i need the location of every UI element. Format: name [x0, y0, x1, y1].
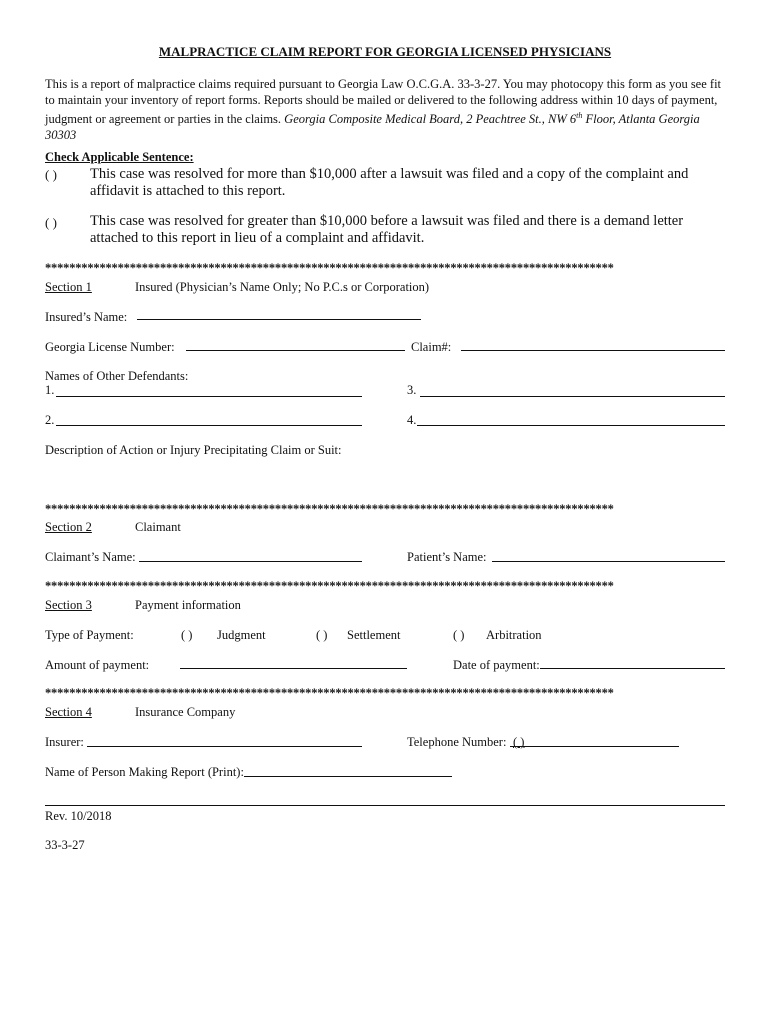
claim-number-field[interactable] — [461, 350, 725, 351]
section3-title: Payment information — [135, 598, 241, 612]
intro-text: This is a report of malpractice claims required pursuant to Georgia Law O.C.G.A. 33-3-27. You may photocopy this form as you see fit to maintain your inventory of report forms. Reports should be mailed or delivered to the following address within 10 days of payment, judgment or agreement or parties in the claims. — [45, 77, 722, 127]
board-address: Georgia Composite Medical Board, 2 Peachtree St., NW 6th Floor, Atlanta Georgia 30303 — [45, 111, 700, 143]
intro-paragraph — [45, 76, 727, 143]
defendant-2-field[interactable] — [56, 425, 362, 426]
payment-amount-label: Amount of payment: — [45, 658, 150, 672]
check-applicable-heading: Check Applicable Sentence: — [45, 150, 194, 164]
other-defendants-label: Names of Other Defendants: — [45, 369, 189, 383]
section-divider: ********************************************************************************************** — [45, 579, 614, 593]
section2-title: Claimant — [135, 520, 181, 534]
patient-name-field[interactable] — [492, 561, 725, 562]
option1-checkbox[interactable]: ( ) — [45, 167, 57, 182]
insurer-field[interactable] — [87, 746, 362, 747]
insured-name-field[interactable] — [137, 319, 421, 320]
payment-date-label: Date of payment: — [453, 658, 540, 672]
defendant-1-field[interactable] — [56, 396, 362, 397]
defendant-2-label: 2. — [45, 413, 55, 427]
footer-divider — [45, 805, 725, 806]
insurer-label: Insurer: — [45, 735, 84, 749]
arbitration-checkbox[interactable]: ( ) — [453, 628, 465, 642]
arbitration-label: Arbitration — [486, 628, 542, 642]
judgment-label: Judgment — [217, 628, 266, 642]
section4-title: Insurance Company — [135, 705, 236, 719]
option2-checkbox[interactable]: ( ) — [45, 215, 57, 230]
section4-label: Section 4 — [45, 705, 92, 719]
description-field[interactable] — [45, 460, 725, 498]
telephone-label: Telephone Number: — [407, 735, 507, 749]
defendant-1-label: 1. — [45, 383, 55, 397]
section-divider: ********************************************************************************************** — [45, 502, 614, 516]
payment-date-field[interactable] — [540, 668, 725, 669]
section2-label: Section 2 — [45, 520, 92, 534]
payment-type-label: Type of Payment: — [45, 628, 134, 642]
license-number-field[interactable] — [186, 350, 405, 351]
insured-name-label: Insured’s Name: — [45, 310, 128, 324]
option1-text: This case was resolved for more than $10,000 after a lawsuit was filed and a copy of the complaint and affidavit is attached to this report. — [90, 166, 689, 199]
defendant-3-label: 3. — [407, 383, 417, 397]
defendant-4-label: 4. — [407, 413, 417, 427]
claimant-name-label: Claimant’s Name: — [45, 550, 136, 564]
revision-date: Rev. 10/2018 — [45, 809, 112, 823]
telephone-area-code[interactable]: ( ) — [513, 735, 525, 749]
section3-label: Section 3 — [45, 598, 92, 612]
report-person-field[interactable] — [244, 776, 452, 777]
section-divider: ********************************************************************************************** — [45, 261, 614, 275]
telephone-field[interactable] — [510, 746, 679, 747]
section1-title: Insured (Physician’s Name Only; No P.C.s or Corporation) — [135, 280, 430, 294]
report-person-label: Name of Person Making Report (Print): — [45, 765, 244, 779]
description-label: Description of Action or Injury Precipitating Claim or Suit: — [45, 443, 342, 457]
defendant-3-field[interactable] — [420, 396, 725, 397]
patient-name-label: Patient’s Name: — [407, 550, 487, 564]
defendant-4-field[interactable] — [417, 425, 725, 426]
judgment-checkbox[interactable]: ( ) — [181, 628, 193, 642]
statute-code: 33-3-27 — [45, 838, 85, 852]
claimant-name-field[interactable] — [139, 561, 362, 562]
option2-text: This case was resolved for greater than $10,000 before a lawsuit was filed and there is a demand letter attached to this report in lieu of a complaint and affidavit. — [90, 213, 684, 246]
settlement-checkbox[interactable]: ( ) — [316, 628, 328, 642]
license-number-label: Georgia License Number: — [45, 340, 175, 354]
form-title: MALPRACTICE CLAIM REPORT FOR GEORGIA LICENSED PHYSICIANS — [158, 44, 612, 59]
section-divider: ********************************************************************************************** — [45, 686, 614, 700]
payment-amount-field[interactable] — [180, 668, 407, 669]
claim-number-label: Claim#: — [411, 340, 452, 354]
section1-label: Section 1 — [45, 280, 92, 294]
settlement-label: Settlement — [347, 628, 401, 642]
